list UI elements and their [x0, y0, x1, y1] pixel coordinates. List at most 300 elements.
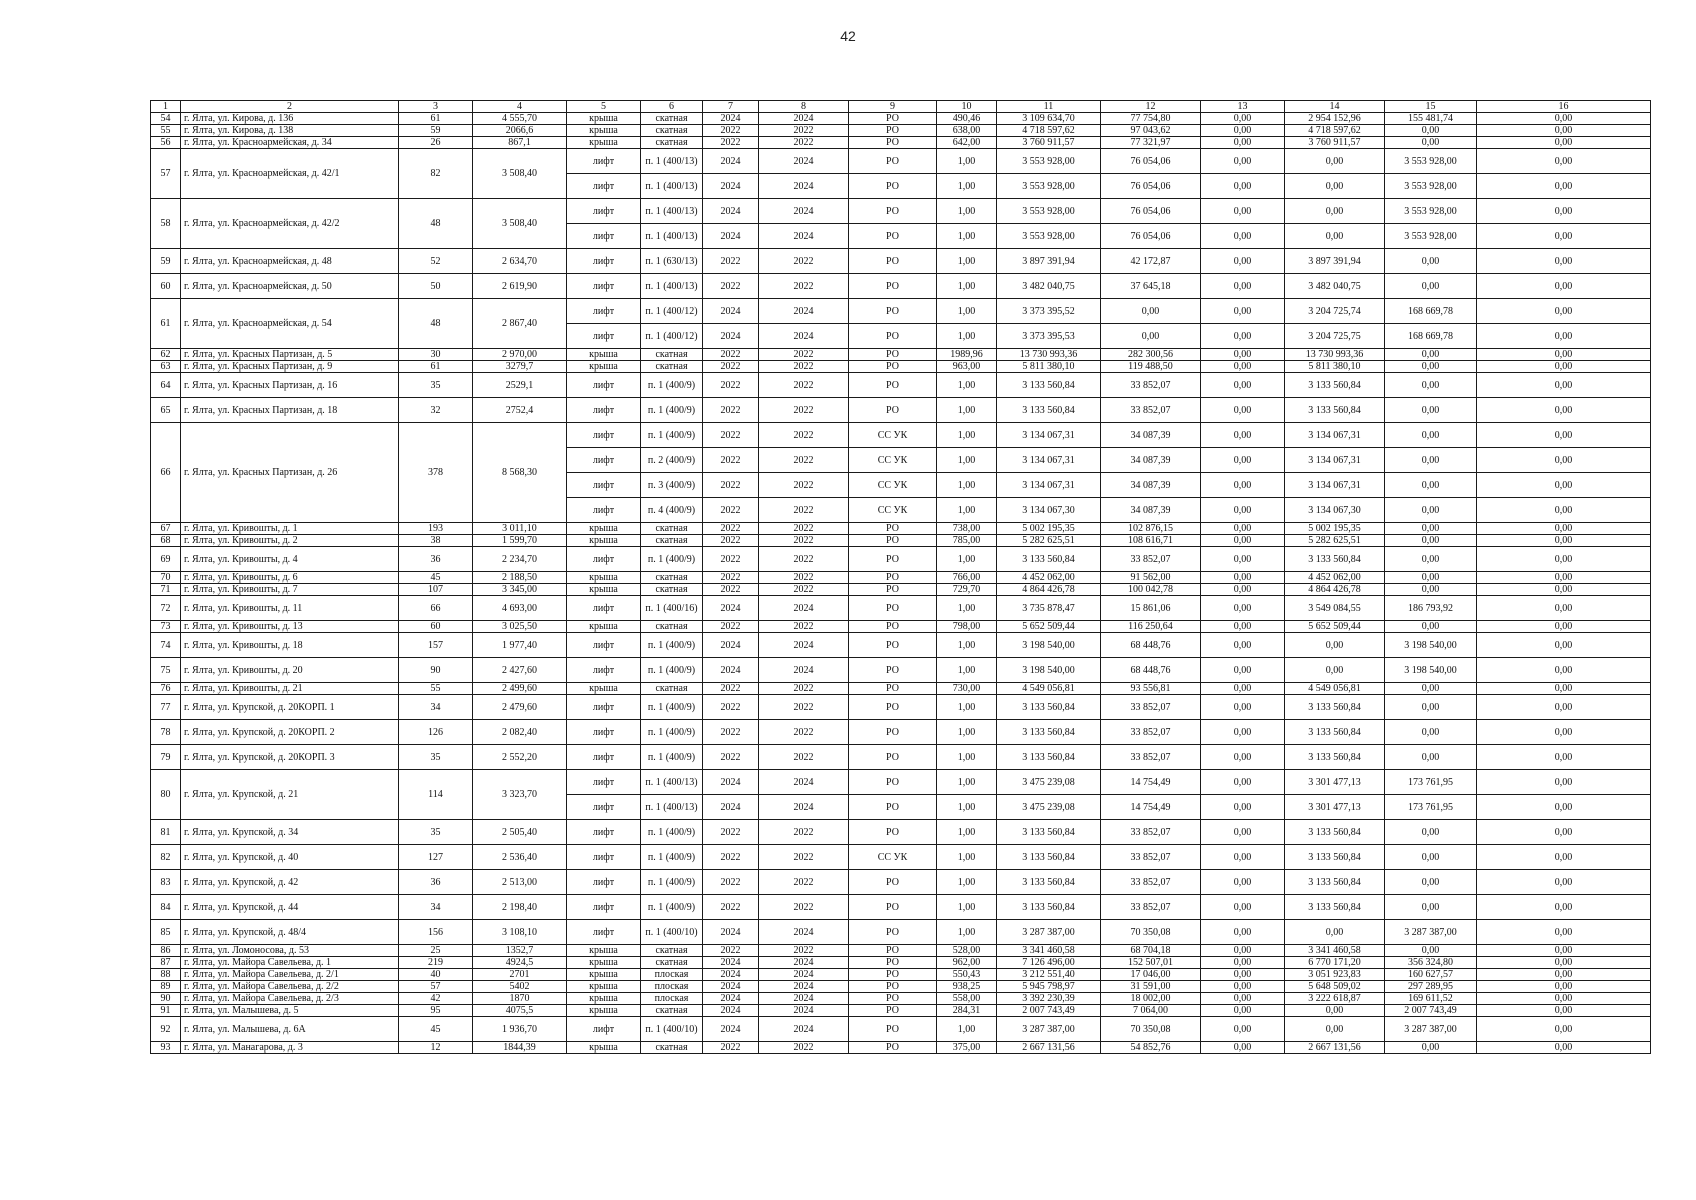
- table-cell: п. 1 (400/16): [641, 596, 703, 621]
- table-cell: 0,00: [1385, 621, 1477, 633]
- table-cell: 70: [151, 572, 181, 584]
- table-cell: 2024: [759, 795, 849, 820]
- table-cell: 2024: [759, 596, 849, 621]
- table-cell: 73: [151, 621, 181, 633]
- table-cell: лифт: [567, 633, 641, 658]
- table-cell: 1,00: [937, 224, 997, 249]
- table-cell: 2024: [759, 658, 849, 683]
- table-cell: 3 735 878,47: [997, 596, 1101, 621]
- table-cell: 2024: [703, 920, 759, 945]
- table-cell: 6 770 171,20: [1285, 957, 1385, 969]
- table-cell: п. 1 (400/9): [641, 658, 703, 683]
- table-cell: 2024: [759, 113, 849, 125]
- table-cell: 3 134 067,31: [1285, 473, 1385, 498]
- table-cell: 59: [151, 249, 181, 274]
- table-cell: 0,00: [1477, 174, 1651, 199]
- table-cell: 87: [151, 957, 181, 969]
- table-cell: 3 051 923,83: [1285, 969, 1385, 981]
- table-cell: 2022: [703, 448, 759, 473]
- table-cell: 84: [151, 895, 181, 920]
- table-cell: 2022: [759, 845, 849, 870]
- table-cell: 2022: [759, 1042, 849, 1054]
- table-cell: 1,00: [937, 398, 997, 423]
- table-row: [151, 820, 1651, 845]
- table-cell: 0,00: [1385, 274, 1477, 299]
- table-cell: 0,00: [1285, 149, 1385, 174]
- table-cell: 2 479,60: [473, 695, 567, 720]
- table-cell: 68: [151, 535, 181, 547]
- table-cell: 0,00: [1385, 547, 1477, 572]
- table-cell: 77 754,80: [1101, 113, 1201, 125]
- table-cell: 57: [151, 149, 181, 199]
- table-cell: плоская: [641, 969, 703, 981]
- table-cell: 2022: [703, 523, 759, 535]
- table-cell: лифт: [567, 720, 641, 745]
- table-cell: 34 087,39: [1101, 448, 1201, 473]
- table-cell: 173 761,95: [1385, 795, 1477, 820]
- table-cell: 0,00: [1201, 895, 1285, 920]
- table-cell: 74: [151, 633, 181, 658]
- table-cell: 0,00: [1201, 125, 1285, 137]
- table-row: [151, 957, 1651, 969]
- table-cell: скатная: [641, 945, 703, 957]
- table-cell: 36: [399, 870, 473, 895]
- table-cell: 0,00: [1477, 224, 1651, 249]
- table-cell: г. Ялта, ул. Майора Савельева, д. 2/3: [181, 993, 399, 1005]
- table-cell: плоская: [641, 993, 703, 1005]
- table-cell: 61: [399, 361, 473, 373]
- table-cell: 95: [399, 1005, 473, 1017]
- table-cell: 0,00: [1201, 770, 1285, 795]
- table-cell: лифт: [567, 845, 641, 870]
- table-cell: 2022: [703, 274, 759, 299]
- table-cell: 2022: [759, 361, 849, 373]
- table-cell: п. 1 (400/9): [641, 695, 703, 720]
- table-cell: 2 188,50: [473, 572, 567, 584]
- table-cell: 730,00: [937, 683, 997, 695]
- column-number-header: 13: [1201, 101, 1285, 113]
- table-cell: 3 109 634,70: [997, 113, 1101, 125]
- table-cell: крыша: [567, 572, 641, 584]
- table-cell: 78: [151, 720, 181, 745]
- table-cell: крыша: [567, 683, 641, 695]
- table-cell: 2024: [703, 1005, 759, 1017]
- table-cell: 2022: [703, 473, 759, 498]
- table-cell: РО: [849, 113, 937, 125]
- table-cell: 3 204 725,74: [1285, 299, 1385, 324]
- table-cell: г. Ялта, ул. Кривошты, д. 2: [181, 535, 399, 547]
- table-cell: РО: [849, 324, 937, 349]
- table-cell: 2 499,60: [473, 683, 567, 695]
- table-cell: п. 1 (400/9): [641, 845, 703, 870]
- table-cell: 3 133 560,84: [997, 373, 1101, 398]
- table-cell: п. 1 (400/9): [641, 423, 703, 448]
- table-cell: 1 977,40: [473, 633, 567, 658]
- table-cell: 2024: [703, 149, 759, 174]
- table-row: [151, 137, 1651, 149]
- table-cell: 2022: [703, 498, 759, 523]
- table-cell: г. Ялта, ул. Кирова, д. 136: [181, 113, 399, 125]
- table-cell: 0,00: [1385, 349, 1477, 361]
- table-cell: лифт: [567, 795, 641, 820]
- table-cell: п. 1 (400/13): [641, 224, 703, 249]
- table-cell: 33 852,07: [1101, 895, 1201, 920]
- table-cell: 2022: [703, 895, 759, 920]
- table-cell: лифт: [567, 770, 641, 795]
- table-cell: 0,00: [1477, 149, 1651, 174]
- table-cell: 1,00: [937, 423, 997, 448]
- column-number-row: [151, 101, 1651, 113]
- table-cell: п. 1 (400/13): [641, 770, 703, 795]
- table-cell: скатная: [641, 349, 703, 361]
- table-cell: 0,00: [1477, 895, 1651, 920]
- table-cell: 3279,7: [473, 361, 567, 373]
- table-cell: 3 025,50: [473, 621, 567, 633]
- table-cell: 0,00: [1385, 361, 1477, 373]
- table-cell: 0,00: [1201, 957, 1285, 969]
- table-cell: 4 718 597,62: [997, 125, 1101, 137]
- table-cell: лифт: [567, 423, 641, 448]
- table-cell: 71: [151, 584, 181, 596]
- table-cell: 68 704,18: [1101, 945, 1201, 957]
- table-cell: г. Ялта, ул. Крупской, д. 20КОРП. 2: [181, 720, 399, 745]
- table-cell: 1989,96: [937, 349, 997, 361]
- table-cell: 60: [151, 274, 181, 299]
- table-cell: 2022: [703, 547, 759, 572]
- table-cell: 60: [399, 621, 473, 633]
- table-cell: 1,00: [937, 845, 997, 870]
- table-cell: 168 669,78: [1385, 299, 1477, 324]
- table-cell: 76 054,06: [1101, 224, 1201, 249]
- table-cell: 0,00: [1477, 1005, 1651, 1017]
- table-cell: крыша: [567, 621, 641, 633]
- table-cell: 42 172,87: [1101, 249, 1201, 274]
- column-number-header: 8: [759, 101, 849, 113]
- table-cell: 3 549 084,55: [1285, 596, 1385, 621]
- table-cell: 7 064,00: [1101, 1005, 1201, 1017]
- table-cell: 2024: [703, 969, 759, 981]
- table-cell: 2022: [703, 695, 759, 720]
- table-cell: 0,00: [1201, 633, 1285, 658]
- table-cell: 89: [151, 981, 181, 993]
- table-cell: 114: [399, 770, 473, 820]
- table-cell: 79: [151, 745, 181, 770]
- table-cell: п. 1 (400/13): [641, 274, 703, 299]
- table-cell: 2024: [759, 993, 849, 1005]
- table-cell: лифт: [567, 224, 641, 249]
- table-cell: 0,00: [1201, 695, 1285, 720]
- table-cell: 70 350,08: [1101, 1017, 1201, 1042]
- table-cell: 2022: [703, 373, 759, 398]
- table-cell: РО: [849, 249, 937, 274]
- table-cell: 48: [399, 299, 473, 349]
- table-cell: 0,00: [1477, 945, 1651, 957]
- table-cell: 2022: [759, 895, 849, 920]
- table-cell: 3 553 928,00: [997, 174, 1101, 199]
- table-cell: г. Ялта, ул. Кривошты, д. 20: [181, 658, 399, 683]
- table-cell: 0,00: [1285, 174, 1385, 199]
- table-row: [151, 895, 1651, 920]
- column-number-header: 16: [1477, 101, 1651, 113]
- table-cell: 2 513,00: [473, 870, 567, 895]
- table-row: [151, 993, 1651, 1005]
- table-cell: п. 2 (400/9): [641, 448, 703, 473]
- table-cell: 3 133 560,84: [1285, 695, 1385, 720]
- table-cell: 0,00: [1201, 870, 1285, 895]
- table-cell: 0,00: [1201, 149, 1285, 174]
- table-cell: РО: [849, 683, 937, 695]
- table-cell: РО: [849, 770, 937, 795]
- table-cell: г. Ялта, ул. Кривошты, д. 11: [181, 596, 399, 621]
- table-row: [151, 981, 1651, 993]
- table-cell: 1352,7: [473, 945, 567, 957]
- table-cell: 3 133 560,84: [997, 720, 1101, 745]
- table-cell: 3 133 560,84: [997, 895, 1101, 920]
- table-cell: 1,00: [937, 249, 997, 274]
- table-cell: 0,00: [1477, 361, 1651, 373]
- table-cell: 5 648 509,02: [1285, 981, 1385, 993]
- table-cell: 50: [399, 274, 473, 299]
- table-cell: 3 482 040,75: [1285, 274, 1385, 299]
- table-cell: 0,00: [1385, 249, 1477, 274]
- table-cell: п. 1 (400/13): [641, 795, 703, 820]
- table-cell: 2022: [703, 125, 759, 137]
- table-cell: лифт: [567, 373, 641, 398]
- table-cell: 63: [151, 361, 181, 373]
- table-cell: 0,00: [1385, 845, 1477, 870]
- column-number-header: 14: [1285, 101, 1385, 113]
- table-cell: РО: [849, 572, 937, 584]
- table-cell: крыша: [567, 981, 641, 993]
- table-row: [151, 720, 1651, 745]
- table-cell: 33 852,07: [1101, 695, 1201, 720]
- table-cell: 59: [399, 125, 473, 137]
- table-cell: 2024: [703, 596, 759, 621]
- column-number-header: 6: [641, 101, 703, 113]
- table-cell: 0,00: [1477, 795, 1651, 820]
- table-cell: г. Ялта, ул. Кривошты, д. 18: [181, 633, 399, 658]
- table-cell: 54: [151, 113, 181, 125]
- table-cell: 76 054,06: [1101, 149, 1201, 174]
- table-cell: РО: [849, 720, 937, 745]
- table-cell: 82: [151, 845, 181, 870]
- table-cell: 5 652 509,44: [997, 621, 1101, 633]
- table-cell: п. 1 (400/9): [641, 745, 703, 770]
- table-cell: 375,00: [937, 1042, 997, 1054]
- table-cell: 3 301 477,13: [1285, 795, 1385, 820]
- table-row: [151, 149, 1651, 174]
- table-cell: 2024: [703, 993, 759, 1005]
- table-cell: г. Ялта, ул. Кривошты, д. 7: [181, 584, 399, 596]
- table-cell: 0,00: [1201, 572, 1285, 584]
- table-cell: 0,00: [1477, 125, 1651, 137]
- table-cell: 0,00: [1477, 870, 1651, 895]
- table-cell: 86: [151, 945, 181, 957]
- table-row: [151, 1042, 1651, 1054]
- table-cell: 642,00: [937, 137, 997, 149]
- table-cell: 0,00: [1385, 720, 1477, 745]
- table-cell: 2024: [759, 633, 849, 658]
- table-cell: 3 108,10: [473, 920, 567, 945]
- table-cell: СС УК: [849, 473, 937, 498]
- table-cell: крыша: [567, 1005, 641, 1017]
- table-cell: 3 133 560,84: [1285, 398, 1385, 423]
- table-cell: 3 198 540,00: [1385, 633, 1477, 658]
- table-cell: г. Ялта, ул. Ломоносова, д. 53: [181, 945, 399, 957]
- table-cell: 0,00: [1477, 1042, 1651, 1054]
- table-cell: п. 4 (400/9): [641, 498, 703, 523]
- table-cell: 490,46: [937, 113, 997, 125]
- table-cell: 33 852,07: [1101, 870, 1201, 895]
- table-cell: 0,00: [1201, 1017, 1285, 1042]
- table-cell: скатная: [641, 584, 703, 596]
- table-cell: 0,00: [1385, 498, 1477, 523]
- table-cell: 2022: [759, 945, 849, 957]
- table-cell: 35: [399, 745, 473, 770]
- table-cell: 0,00: [1101, 324, 1201, 349]
- register-table: [150, 100, 1651, 1054]
- table-cell: 0,00: [1201, 621, 1285, 633]
- table-cell: г. Ялта, ул. Крупской, д. 34: [181, 820, 399, 845]
- table-cell: 72: [151, 596, 181, 621]
- table-cell: 1,00: [937, 498, 997, 523]
- table-cell: 57: [399, 981, 473, 993]
- table-cell: лифт: [567, 299, 641, 324]
- table-cell: 2024: [703, 113, 759, 125]
- table-cell: лифт: [567, 870, 641, 895]
- table-cell: г. Ялта, ул. Красных Партизан, д. 9: [181, 361, 399, 373]
- table-cell: 2022: [703, 398, 759, 423]
- table-cell: 34: [399, 895, 473, 920]
- table-cell: 0,00: [1385, 473, 1477, 498]
- table-cell: скатная: [641, 1005, 703, 1017]
- table-cell: г. Ялта, ул. Крупской, д. 20КОРП. 3: [181, 745, 399, 770]
- table-cell: 1,00: [937, 870, 997, 895]
- table-cell: 0,00: [1477, 535, 1651, 547]
- table-cell: 37 645,18: [1101, 274, 1201, 299]
- table-cell: лифт: [567, 473, 641, 498]
- table-cell: 126: [399, 720, 473, 745]
- table-cell: 68 448,76: [1101, 658, 1201, 683]
- table-cell: 0,00: [1477, 572, 1651, 584]
- table-cell: 62: [151, 349, 181, 361]
- table-cell: 0,00: [1201, 1005, 1285, 1017]
- table-cell: 3 475 239,08: [997, 770, 1101, 795]
- table-cell: лифт: [567, 174, 641, 199]
- table-row: [151, 621, 1651, 633]
- table-cell: 2024: [759, 1017, 849, 1042]
- table-cell: 3 133 560,84: [1285, 720, 1385, 745]
- table-cell: 2 970,00: [473, 349, 567, 361]
- table-cell: 0,00: [1201, 523, 1285, 535]
- table-row: [151, 373, 1651, 398]
- table-cell: 3 133 560,84: [1285, 745, 1385, 770]
- table-cell: 3 133 560,84: [1285, 870, 1385, 895]
- table-cell: 2 619,90: [473, 274, 567, 299]
- table-cell: п. 3 (400/9): [641, 473, 703, 498]
- table-cell: 1,00: [937, 199, 997, 224]
- table-cell: 90: [399, 658, 473, 683]
- table-cell: РО: [849, 349, 937, 361]
- table-cell: 186 793,92: [1385, 596, 1477, 621]
- table-cell: 3 897 391,94: [1285, 249, 1385, 274]
- table-cell: 34 087,39: [1101, 423, 1201, 448]
- table-cell: 0,00: [1385, 695, 1477, 720]
- table-cell: 0,00: [1477, 969, 1651, 981]
- table-cell: 1,00: [937, 174, 997, 199]
- table-cell: 4924,5: [473, 957, 567, 969]
- table-cell: скатная: [641, 1042, 703, 1054]
- column-number-header: 3: [399, 101, 473, 113]
- table-cell: 2022: [759, 448, 849, 473]
- table-cell: 558,00: [937, 993, 997, 1005]
- table-cell: п. 1 (400/13): [641, 174, 703, 199]
- table-cell: 0,00: [1201, 945, 1285, 957]
- table-cell: РО: [849, 584, 937, 596]
- table-cell: 3 133 560,84: [997, 820, 1101, 845]
- table-cell: РО: [849, 299, 937, 324]
- table-cell: 3 133 560,84: [997, 398, 1101, 423]
- table-cell: 2022: [703, 423, 759, 448]
- table-cell: 0,00: [1201, 795, 1285, 820]
- table-cell: крыша: [567, 1042, 641, 1054]
- table-cell: 1,00: [937, 448, 997, 473]
- table-cell: г. Ялта, ул. Красноармейская, д. 54: [181, 299, 399, 349]
- table-cell: 88: [151, 969, 181, 981]
- table-cell: 0,00: [1477, 423, 1651, 448]
- table-cell: РО: [849, 981, 937, 993]
- table-cell: РО: [849, 224, 937, 249]
- table-cell: 2529,1: [473, 373, 567, 398]
- table-cell: 0,00: [1201, 361, 1285, 373]
- table-cell: 3 553 928,00: [997, 149, 1101, 174]
- table-cell: 0,00: [1477, 658, 1651, 683]
- table-cell: 0,00: [1201, 274, 1285, 299]
- table-cell: 2022: [759, 125, 849, 137]
- table-cell: 33 852,07: [1101, 720, 1201, 745]
- table-cell: 2701: [473, 969, 567, 981]
- table-cell: г. Ялта, ул. Красных Партизан, д. 26: [181, 423, 399, 523]
- table-cell: 1,00: [937, 770, 997, 795]
- table-cell: лифт: [567, 745, 641, 770]
- table-cell: 2 082,40: [473, 720, 567, 745]
- table-cell: РО: [849, 1005, 937, 1017]
- table-cell: 2022: [703, 349, 759, 361]
- table-cell: 0,00: [1201, 448, 1285, 473]
- table-row: [151, 361, 1651, 373]
- table-cell: 2024: [703, 981, 759, 993]
- table-cell: 638,00: [937, 125, 997, 137]
- table-cell: 0,00: [1201, 981, 1285, 993]
- table-row: [151, 633, 1651, 658]
- table-cell: 0,00: [1477, 199, 1651, 224]
- table-cell: 15 861,06: [1101, 596, 1201, 621]
- table-cell: скатная: [641, 137, 703, 149]
- table-cell: 1,00: [937, 633, 997, 658]
- table-cell: 2024: [759, 224, 849, 249]
- table-cell: 729,70: [937, 584, 997, 596]
- table-cell: 34 087,39: [1101, 498, 1201, 523]
- table-cell: 0,00: [1385, 820, 1477, 845]
- table-cell: лифт: [567, 249, 641, 274]
- table-cell: 1,00: [937, 547, 997, 572]
- table-cell: 0,00: [1101, 299, 1201, 324]
- table-cell: г. Ялта, ул. Кривошты, д. 13: [181, 621, 399, 633]
- table-cell: 2022: [759, 137, 849, 149]
- table-cell: 1,00: [937, 274, 997, 299]
- table-cell: 33 852,07: [1101, 398, 1201, 423]
- table-cell: 1870: [473, 993, 567, 1005]
